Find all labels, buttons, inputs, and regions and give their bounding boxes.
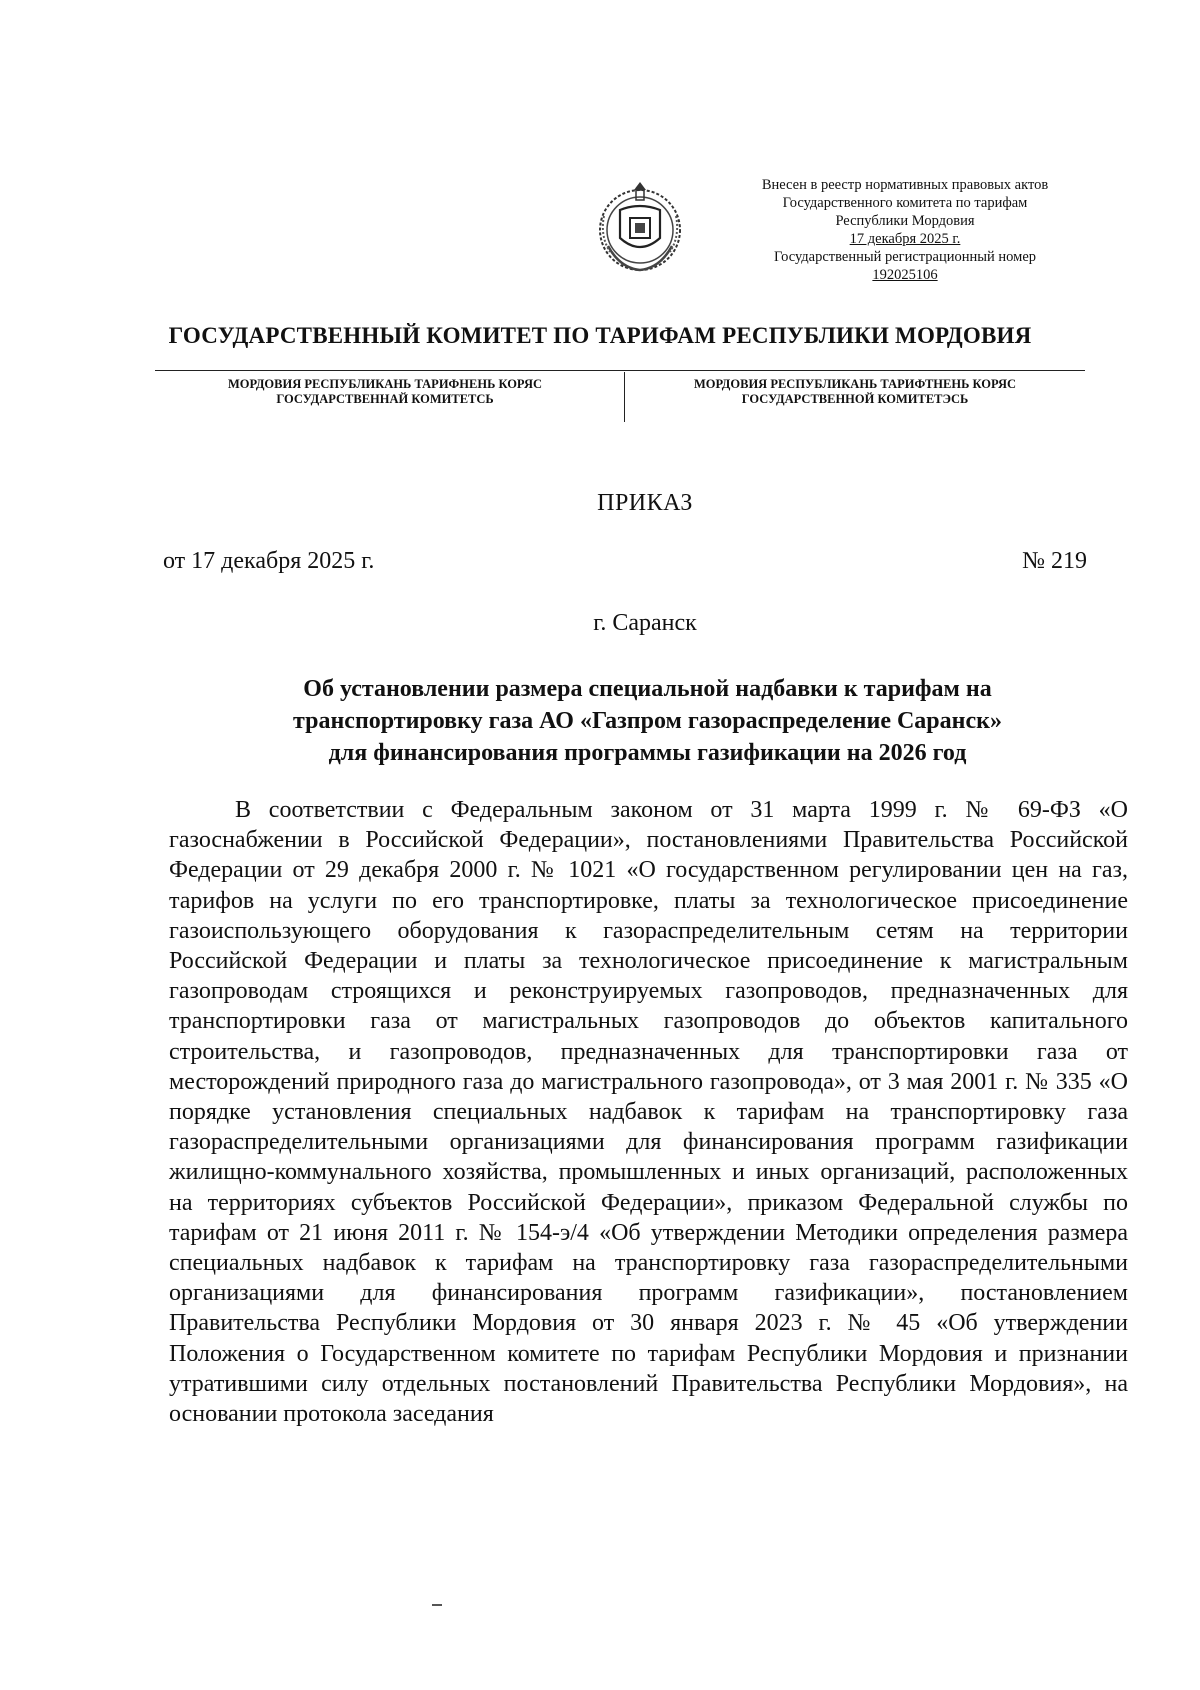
header-divider xyxy=(155,370,1085,371)
heading-line: транспортировку газа АО «Газпром газораспределение Саранск» xyxy=(293,708,1002,734)
mokshan-committee-name xyxy=(175,377,595,407)
document-number: № 219 xyxy=(1022,548,1087,574)
document-type: ПРИКАЗ xyxy=(597,490,693,516)
registry-line: Государственного комитета по тарифам xyxy=(782,195,1028,211)
document-city: г. Саранск xyxy=(593,610,697,636)
erzyan-line: МОРДОВИЯ РЕСПУБЛИКАНЬ ТАРИФТНЕНЬ КОРЯС xyxy=(693,377,1017,391)
committee-title: ГОСУДАРСТВЕННЫЙ КОМИТЕТ ПО ТАРИФАМ РЕСПУБЛИКИ МОРДОВИЯ xyxy=(168,323,1032,348)
header-column-divider xyxy=(624,372,625,422)
heading-line: для финансирования программы газификации на 2026 год xyxy=(328,740,967,766)
coat-of-arms-icon xyxy=(590,176,690,276)
erzyan-committee-name xyxy=(645,377,1065,407)
mokshan-line: ГОСУДАРСТВЕННАЙ КОМИТЕТСЬ xyxy=(276,392,494,406)
document-body: В соответствии с Федеральным законом от 31 марта 1999 г. № 69-ФЗ «О газоснабжении в Российской Федерации», постановлениями Правительства Российской Федерации от 29 декабря 2000 г. № 1021 «О государственном регулировании цен на газ, тарифов на услуги по его транспортировке, платы за технологическое присоединение газоиспользующего оборудования к газораспределительным сетям на территории Российской Федерации и платы за технологическое присоединение к магистральным газопроводам строящихся и реконструируемых газопроводов, предназначенных для транспортировки газа от магистральных газопроводов до объектов капитального строительства, и газопроводов, предназначенных для транспортировки газа от месторождений природного газа до магистрального газопровода», от 3 мая 2001 г. № 335 «О порядке установления специальных надбавок к тарифам на транспортировку газа газораспределительными организациями для финансирования программ газификации жилищно-коммунального хозяйства, промышленных и иных организаций, расположенных на территориях субъектов Российской Федерации», приказом Федеральной службы по тарифам от 21 июня 2011 г. № 154-э/4 «Об утверждении Методики определения размера специальных надбавок к тарифам на транспортировку газа газораспределительными организациями для финансирования программ газификации», постановлением Правительства Республики Мордовия от 30 января 2023 г. № 45 «Об утверждении Положения о Государственном комитете по тарифам Республики Мордовия и признании утратившими силу отдельных постановлений Правительства Республики Мордовия», на основании протокола заседания xyxy=(169,797,1128,1428)
mokshan-line: МОРДОВИЯ РЕСПУБЛИКАНЬ ТАРИФНЕНЬ КОРЯС xyxy=(228,377,542,391)
registry-number: 192025106 xyxy=(872,267,938,283)
registry-stamp xyxy=(735,176,1075,284)
scan-mark xyxy=(432,1604,442,1606)
registry-date: 17 декабря 2025 г. xyxy=(849,231,961,247)
erzyan-line: ГОСУДАРСТВЕННОЙ КОМИТЕТЭСЬ xyxy=(741,392,969,406)
registry-line: Государственный регистрационный номер xyxy=(773,249,1037,265)
registry-line: Республики Мордовия xyxy=(835,213,975,229)
document-heading xyxy=(150,673,1145,769)
document-date: от 17 декабря 2025 г. xyxy=(163,548,375,574)
heading-line: Об установлении размера специальной надбавки к тарифам на xyxy=(303,676,992,702)
registry-line: Внесен в реестр нормативных правовых актов xyxy=(761,177,1049,193)
